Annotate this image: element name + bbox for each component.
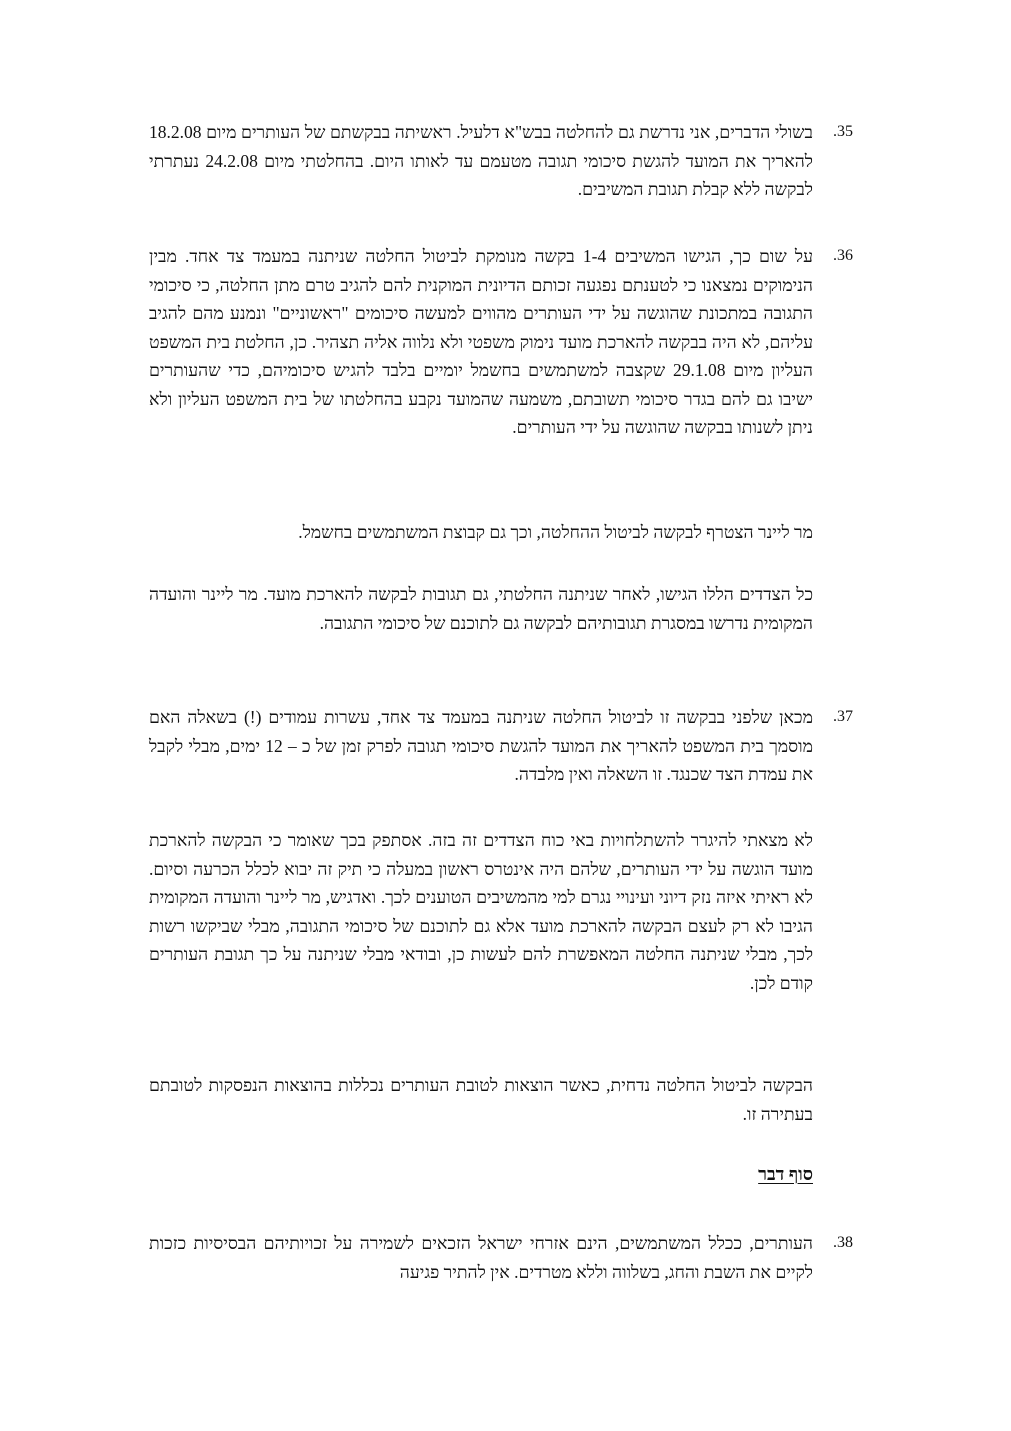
paragraph-37-discussion: לא מצאתי להיגרר להשתלחויות באי כוח הצדדים זה בזה. אסתפק בכך שאומר כי הבקשה להארכת מועד הוגשה על ידי העותרים, שלהם היה אינטרס ראשון במעלה כי תיק זה יבוא לכלל הכרעה וסיום. לא ראיתי איזה נזק דיוני ועינויי נגרם למי מהמשיבים הטוענים לכך. ואדגיש, מר ליינר והועדה המקומית הגיבו לא רק לעצם הבקשה להארכת מועד אלא גם לתוכנם של סיכומי התגובה, מבלי שביקשו רשות לכך, מבלי שניתנה החלטה המאפשרת להם לעשות כן, ובודאי מבלי שניתנה על כך תגובת העותרים קודם לכן. [149, 830, 813, 993]
paragraph-36-responses: כל הצדדים הללו הגישו, לאחר שניתנה החלטתי, גם תגובות לבקשה להארכת מועד. מר ליינר והועדה המקומית נדרשו במסגרת תגובותיהם לבקשה גם לתוכנם של סיכומי התגובה. [149, 584, 813, 633]
paragraph-37-ruling: הבקשה לביטול החלטה נדחית, כאשר הוצאות לטובת העותרים נכללות בהוצאות הנפסקות לטובתם בעתירה זו. [149, 1075, 813, 1124]
paragraph-number: .35 [833, 123, 853, 140]
paragraph-36: על שום כך, הגישו המשיבים 1-4 בקשה מנומקת לביטול החלטה שניתנה במעמד צד אחד. מבין הנימוקים נמצאנו כי לטענתם נפגעה זכותם הדיונית המוקנית להם להגיב טרם מתן החלטה, כי סיכומי התגובה במתכונת שהוגשה על ידי העותרים מהווים למעשה סיכומים "ראשוניים" ונמנע מהם להגיב עליהם, לא היה בבקשה להארכת מועד נימוק משפטי ולא נלווה אליה תצהיר. כן, החלטת בית המשפט העליון מיום 29.1.08 שקצבה למשתמשים בחשמל יומיים בלבד להגיש סיכומיהם, כדי שהעותרים ישיבו גם להם בגדר סיכומי תשובתם, משמעה שהמועד נקבע בהחלטתו של בית המשפט העליון ולא ניתן לשנותו בבקשה שהוגשה על ידי העותרים. [149, 246, 814, 437]
paragraph-35: בשולי הדברים, אני נדרשת גם להחלטה בבש"א דלעיל. ראשיתה בבקשתם של העותרים מיום 18.2.08 להאריך את המועד להגשת סיכומי תגובה מטעמם עד לאותו היום. בהחלטתי מיום 24.2.08 נעתרתי לבקשה ללא קבלת תגובת המשיבים. [149, 122, 813, 199]
paragraph-number: .38 [833, 1234, 853, 1251]
paragraph-36-joined: מר ליינר הצטרף לבקשה לביטול ההחלטה, וכך גם קבוצת המשתמשים בחשמל. [298, 522, 813, 542]
section-heading: סוף דבר [758, 1164, 813, 1184]
paragraph-37: מכאן שלפני בבקשה זו לביטול החלטה שניתנה במעמד צד אחד, עשרות עמודים (!) בשאלה האם מוסמך בית המשפט להאריך את המועד להגשת סיכומי תגובה לפרק זמן של כ – 12 ימים, מבלי לקבל את עמדת הצד שכנגד. זו השאלה ואין מלבדה. [149, 707, 813, 784]
paragraph-number: .36 [833, 247, 853, 264]
paragraph-38: העותרים, ככלל המשתמשים, הינם אזרחי ישראל הזכאים לשמירה על זכויותיהם הבסיסיות כזכות לקיים את השבת והחג, בשלווה וללא מטרדים. אין להתיר פגיעה [149, 1233, 813, 1282]
paragraph-number: .37 [833, 708, 853, 725]
